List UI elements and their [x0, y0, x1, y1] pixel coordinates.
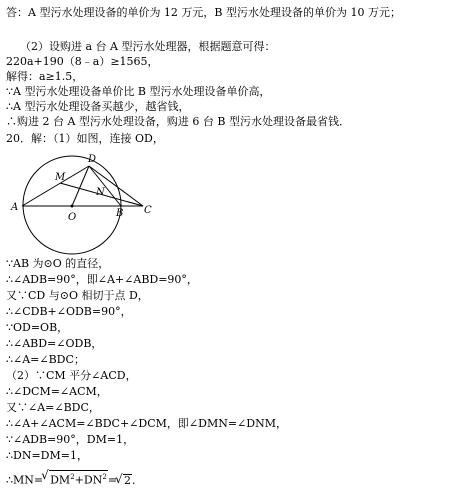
solution-line: 解得：a≥1.5， [6, 70, 84, 83]
equals-sign: = [107, 473, 118, 487]
exponent-2: 2 [102, 473, 107, 481]
conclusion-line: ∴购进 2 台 A 型污水处理设备，购进 6 台 B 型污水处理设备最省钱． [6, 115, 350, 128]
part2-line-6: ∴DN=DM=1， [6, 449, 88, 462]
answer-line-1: 答：A 型污水处理设备的单价为 12 万元，B 型污水处理设备的单价为 10 万元； [6, 6, 401, 19]
label-c: C [144, 205, 152, 216]
part2-line-5: ∵∠ADB=90°，DM=1， [6, 433, 135, 446]
problem-20-header: 20．解：（1）如图，连接 OD， [6, 132, 164, 145]
label-d: D [88, 154, 97, 165]
part2-line-2: ∴∠DCM=∠ACM， [6, 385, 108, 398]
final-equation-line [6, 470, 143, 488]
proof-line-3: 又∵CD 与⊙O 相切于点 D， [6, 289, 149, 302]
inequality-line: 220a+190（8﹣a）≥1565， [6, 55, 159, 68]
proof-line-5: ∵OD=OB， [6, 321, 69, 334]
geometry-figure [8, 150, 156, 258]
label-o: O [68, 212, 77, 223]
part2-line-1: （2）∵CM 平分∠ACD， [6, 369, 137, 382]
reason-line-1: ∵A 型污水处理设备单价比 B 型污水处理设备单价高， [6, 85, 271, 98]
part2-line-4: ∴∠A+∠ACM=∠BDC+∠DCM，即∠DMN=∠DNM， [6, 417, 287, 430]
proof-line-7: ∴∠A=∠BDC； [6, 353, 85, 366]
proof-line-1: ∵AB 为⊙O 的直径， [6, 257, 110, 270]
label-n: N [96, 187, 105, 198]
label-a: A [11, 202, 19, 213]
part2-setup-line: （2）设购进 a 台 A 型污水处理器，根据题意可得： [20, 40, 276, 53]
sqrt-expression-1 [49, 470, 108, 487]
radicand-dm: DM [50, 473, 71, 487]
final-period: ． [132, 473, 144, 487]
reason-line-2: ∴A 型污水处理设备买越少，越省钱， [6, 100, 190, 113]
sqrt-expression-2 [123, 474, 132, 487]
radicand-2: 2 [124, 473, 132, 487]
radicand-plus-dn: +DN [74, 473, 103, 487]
proof-line-4: ∴∠CDB+∠ODB=90°， [6, 305, 132, 318]
label-m: M [55, 172, 66, 183]
proof-line-6: ∴∠ABD=∠ODB， [6, 337, 103, 350]
proof-line-2: ∴∠ADB=90°，即∠A+∠ABD=90°， [6, 273, 198, 286]
label-b: B [116, 208, 124, 219]
exponent-1: 2 [70, 473, 75, 481]
final-equation-prefix: ∴MN= [6, 473, 44, 487]
part2-line-3: 又∵∠A=∠BDC， [6, 401, 100, 414]
